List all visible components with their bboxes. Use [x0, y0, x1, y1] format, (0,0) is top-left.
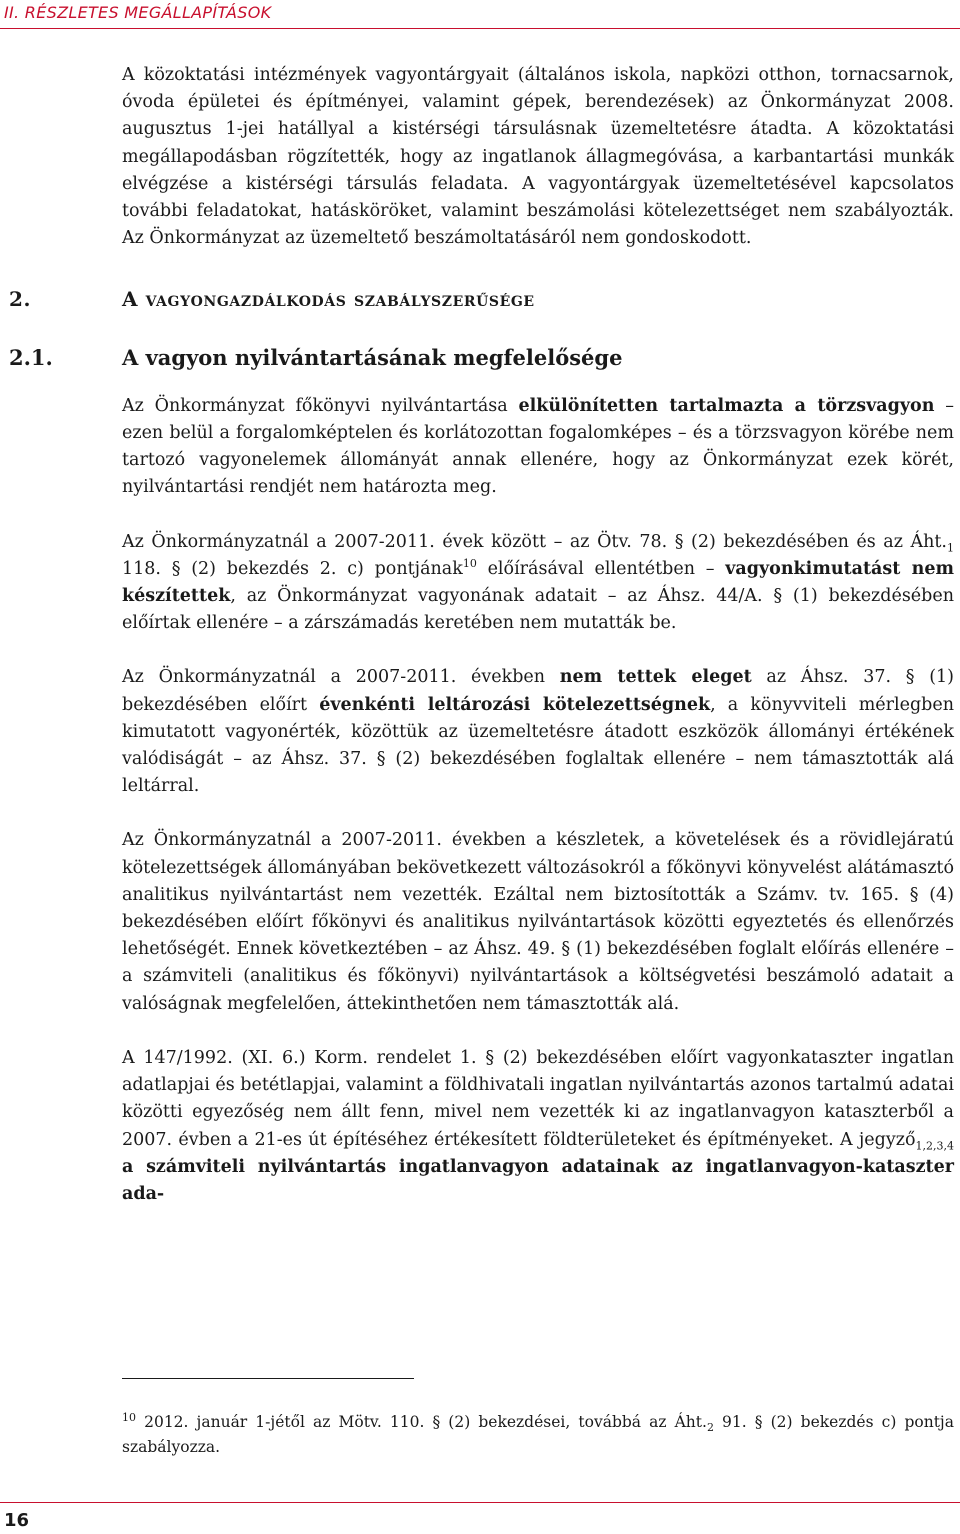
section-heading [9, 286, 954, 313]
p2-emphasis: vagyonkimutatást nem készítettek [122, 558, 954, 607]
p2-subscript: 1 [947, 541, 954, 555]
footnote-subscript: 2 [706, 1421, 714, 1435]
paragraph-4: Az Önkormányzatnál a 2007-2011. években a készletek, a követelések és a rövidlejáratú kötelezettségek állományában bekövetkezett változásokról a főkönyvi könyvelést alátámasztó analitikus nyilvántartást nem vezették. Ezáltal nem biztosították a Számv. tv. 165. § (4) bekezdésében előírt főkönyvi és analitikus nyilvántartások közötti egyeztetés és ellenőrzés lehetőségét. Ennek következtében – az Áhsz. 49. § (1) bekezdésében foglalt előírás ellenére – a számviteli (analitikus és főkönyvi) nyilvántartások a költségvetési beszámoló adatait a valóságnak megfelelően, áttekinthetően nem támasztották alá. [122, 830, 954, 1014]
p2-text-e: , az Önkormányzat vagyonának adatait – az Áhsz. 44/A. § (1) bekezdésében előírtak ellenére – a zárszámadás keretében nem mutatták be. [122, 586, 954, 634]
p2-text-a: Az Önkormányzatnál a 2007-2011. évek között – az Ötv. 78. § (2) bekezdésében és az Áht. [122, 531, 947, 552]
intro-paragraph: A közoktatási intézmények vagyontárgyait (általános iskola, napközi otthon, tornacsarnok, óvoda épületei és építményei, valamint gépek, berendezések) az Önkormányzat 2008. augusztus 1-jei hatállyal a kistérségi társulásnak üzemeltetésre átadta. A közoktatási megállapodásban rögzítették, hogy az ingatlanok állagmegóvása, a karbantartási munkák elvégzése a kistérségi társulás feladata. A vagyontárgyak üzemeltetésével kapcsolatos további feladatokat, hatásköröket, valamint beszámolási kötelezettséget nem szabályozták. Az Önkormányzat az üzemeltető beszámoltatásáról nem gondoskodott. [122, 65, 954, 249]
subsection-title: A vagyon nyilvántartásának megfelelősége [122, 344, 623, 370]
paragraph-5 [122, 1045, 954, 1208]
p5-text-a: A 147/1992. (XI. 6.) Korm. rendelet 1. § (2) bekezdésében előírt vagyonkataszter ingatlan adatlapjai és betétlapjai, valamint a földhivatali ingatlan nyilvántartás azonos tartalmú adatai közötti egyezőség nem állt fenn, mivel nem vezették ki az ingatlanvagyon kataszterből a 2007. évben a 21-es út építéséhez értékesített földterületeket és építményeket. A jegyző [122, 1047, 954, 1150]
main-content [9, 62, 955, 1235]
section-title: A vagyongazdálkodás szabályszerűsége [122, 287, 535, 312]
footnote-reference[interactable]: 10 [462, 557, 477, 571]
p1-emphasis: elkülönítetten tartalmazta a törzsvagyon [518, 395, 935, 416]
p5-emphasis: a számviteli nyilvántartás ingatlanvagyon adatainak az ingatlanvagyon-kataszter ada- [122, 1156, 954, 1204]
subsection-number: 2.1. [9, 344, 53, 370]
footnote-text-b: 91. § (2) bekezdés c) pontja szabályozza. [122, 1413, 954, 1456]
footnote-divider [122, 1378, 414, 1379]
footnote-marker: 10 [122, 1410, 136, 1424]
paragraph-2 [122, 529, 954, 638]
running-header: II. RÉSZLETES MEGÁLLAPÍTÁSOK [4, 3, 272, 22]
p1-text-c: – ezen belül a forgalomképtelen és korlátozottan fogalomképes – és a törzsvagyon körébe nem tartozó vagyonelemek állományát annak ellenére, hogy az Önkormányzat ezek körét, nyilvántartási rendjét nem határozta meg. [122, 395, 954, 498]
p3-emphasis-2: évenkénti leltározási kötelezettségnek [319, 694, 711, 715]
page-number: 16 [4, 1510, 30, 1531]
paragraph-3 [122, 664, 954, 800]
p2-text-c: előírásával ellentétben – [476, 558, 726, 579]
p3-emphasis-1: nem tettek eleget [559, 667, 752, 688]
subsection-heading [9, 344, 954, 371]
p3-text-a: Az Önkormányzatnál a 2007-2011. években [122, 667, 560, 688]
p3-text-c: az Áhsz. 37. § (1) bekezdésében előírt [122, 667, 955, 715]
footnote [122, 1410, 954, 1460]
p2-text-b: 118. § (2) bekezdés 2. c) pontjának [122, 558, 463, 579]
p5-subscript: 1,2,3,4 [915, 1139, 954, 1152]
paragraph-1 [122, 393, 954, 502]
p3-text-e: , a könyvviteli mérlegben kimutatott vagyonérték, közöttük az üzemeltetésre átadott eszközök állományi értékének valódiságát – az Áhsz. 37. § (2) bekezdésében foglaltak ellenére – nem támasztották alá leltárral. [122, 694, 954, 797]
page-header [0, 0, 960, 29]
section-number: 2. [9, 287, 32, 312]
footer-divider [0, 1502, 960, 1503]
p1-text-a: Az Önkormányzat főkönyvi nyilvántartása [122, 395, 519, 416]
footnote-text-a: 2012. január 1-jétől az Mötv. 110. § (2) bekezdései, továbbá az Áht. [136, 1413, 707, 1431]
